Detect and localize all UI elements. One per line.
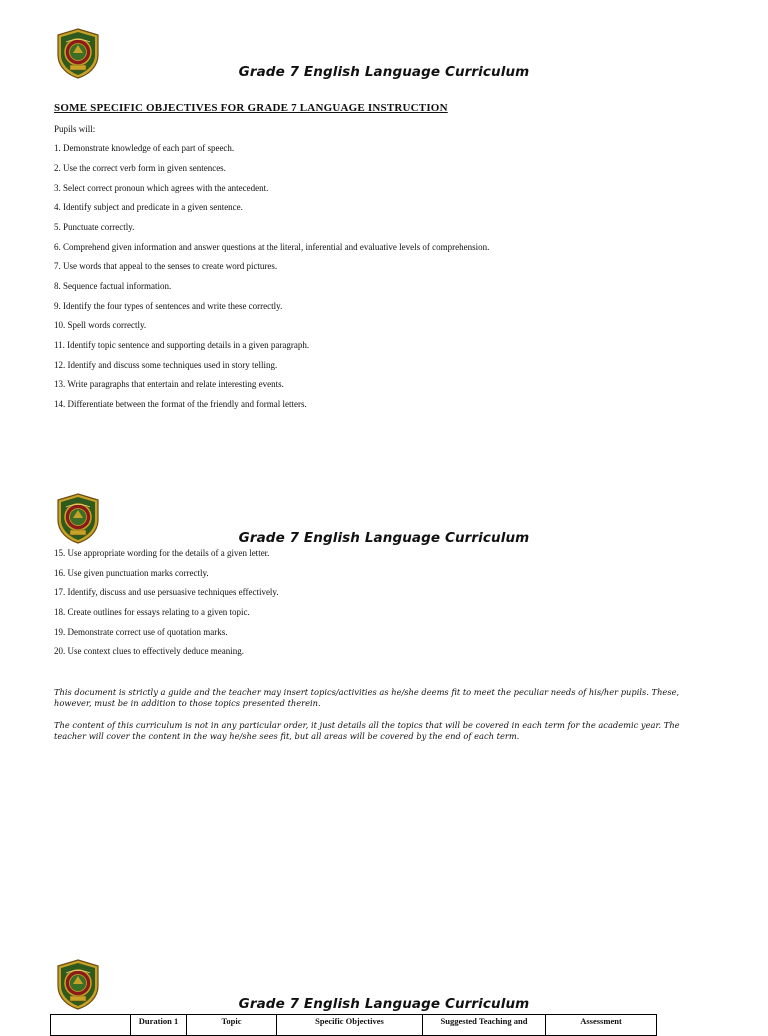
- objective-item: 13. Write paragraphs that entertain and relate interesting events.: [54, 379, 284, 389]
- table-header-duration: Duration 1: [131, 1015, 187, 1036]
- table-header-row: [51, 1015, 657, 1036]
- objective-item: 15. Use appropriate wording for the details of a given letter.: [54, 548, 270, 558]
- objective-item: 8. Sequence factual information.: [54, 281, 172, 291]
- table-header-assessment: Assessment: [546, 1015, 657, 1036]
- objective-item: 7. Use words that appeal to the senses to create word pictures.: [54, 261, 278, 271]
- guide-note: This document is strictly a guide and the teacher may insert topics/activities as he/she deems fit to meet the peculiar needs of his/her pupils. These, however, must be in addition to those topics presented therein.: [54, 687, 680, 708]
- objective-item: 14. Differentiate between the format of the friendly and formal letters.: [54, 399, 307, 409]
- objective-item: 3. Select correct pronoun which agrees with the antecedent.: [54, 183, 269, 193]
- objective-item: 2. Use the correct verb form in given sentences.: [54, 163, 226, 173]
- objective-item: 12. Identify and discuss some techniques used in story telling.: [54, 360, 278, 370]
- objective-item: 18. Create outlines for essays relating to a given topic.: [54, 607, 250, 617]
- objective-item: 20. Use context clues to effectively deduce meaning.: [54, 646, 245, 656]
- objective-item: 10. Spell words correctly.: [54, 320, 147, 330]
- objective-item: 5. Punctuate correctly.: [54, 222, 135, 232]
- objective-item: 9. Identify the four types of sentences and write these correctly.: [54, 301, 283, 311]
- content-order-note: The content of this curriculum is not in any particular order, it just details all the topics that will be covered in each term for the academic year. The teacher will cover the content in the way he/she sees fit, but all areas will be covered by the end of each term.: [54, 720, 680, 741]
- table-header-cell: [51, 1015, 131, 1036]
- objective-item: 16. Use given punctuation marks correctly.: [54, 568, 209, 578]
- page-title: Grade 7 English Language Curriculum: [238, 64, 530, 80]
- table-header-teaching: Suggested Teaching and: [423, 1015, 546, 1036]
- section-heading: SOME SPECIFIC OBJECTIVES FOR GRADE 7 LANGUAGE INSTRUCTION: [54, 102, 448, 114]
- table-header-objectives: Specific Objectives: [277, 1015, 423, 1036]
- curriculum-table: [50, 1014, 657, 1036]
- page-title: Grade 7 English Language Curriculum: [238, 996, 530, 1012]
- objective-item: 6. Comprehend given information and answer questions at the literal, inferential and evaluative levels of comprehension.: [54, 242, 490, 252]
- objective-item: 4. Identify subject and predicate in a given sentence.: [54, 202, 243, 212]
- objective-item: 17. Identify, discuss and use persuasive techniques effectively.: [54, 587, 279, 597]
- objective-item: 19. Demonstrate correct use of quotation marks.: [54, 627, 228, 637]
- objective-item: 1. Demonstrate knowledge of each part of speech.: [54, 143, 235, 153]
- page-title: Grade 7 English Language Curriculum: [238, 530, 530, 546]
- table-header-topic: Topic: [187, 1015, 277, 1036]
- objective-item: 11. Identify topic sentence and supporting details in a given paragraph.: [54, 340, 310, 350]
- intro-text: Pupils will:: [54, 124, 96, 134]
